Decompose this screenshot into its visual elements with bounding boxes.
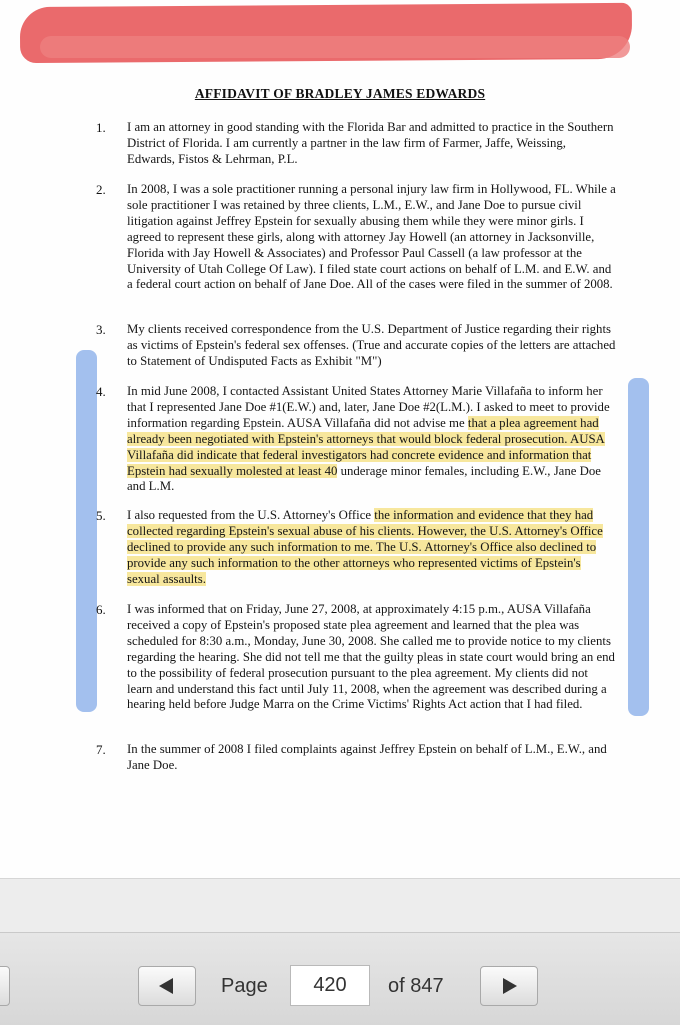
text-segment: In the summer of 2008 I filed complaints against Jeffrey Epstein on behalf of L.M., E.W., and Jane Doe. (127, 742, 607, 772)
left-triangle-icon (159, 978, 173, 994)
document-title: AFFIDAVIT OF BRADLEY JAMES EDWARDS (194, 86, 486, 101)
page-gap (0, 878, 680, 933)
blue-marker-right (628, 378, 649, 716)
page-number-input[interactable] (290, 965, 370, 1006)
paragraph-text (127, 384, 616, 495)
text-segment: In mid June 2008, I contacted Assistant United States Attorney Marie Villafaña to inform her that I represented Jane Doe #1(E.W.) and, later, Jane Doe #2(L.M.). I asked to meet to provide information regarding Epstein. AUSA Villafaña did not advise me (127, 384, 610, 430)
page-label: Page (221, 975, 268, 997)
paragraph-number: 6. (96, 602, 106, 617)
paragraph-number: 4. (96, 384, 106, 399)
previous-page-button[interactable] (138, 966, 196, 1006)
page-total-label: of 847 (388, 975, 444, 997)
paragraph-number: 3. (96, 322, 106, 337)
paragraph-text (127, 508, 616, 588)
paragraph-text (127, 322, 616, 370)
text-segment: I also requested from the U.S. Attorney's Office (127, 508, 375, 522)
paragraph-number: 7. (96, 742, 106, 757)
highlighted-text: the information and evidence that they had collected regarding Epstein's sexual abuse of his clients. However, the U.S. Attorney's Office declined to provide any such information to me. The U.S. Attorney's Office also declined to provide any such information to the other attorneys who represented victims of Epstein's sexual assaults. (127, 508, 603, 586)
right-triangle-icon (503, 978, 517, 994)
text-segment: underage minor females, including E.W., Jane Doe and L.M. (127, 463, 601, 494)
paragraph-text (127, 120, 616, 168)
blue-marker-left (76, 350, 97, 712)
next-page-button[interactable] (480, 966, 538, 1006)
text-segment: In 2008, I was a sole practitioner running a personal injury law firm in Hollywood, FL. While a sole practitioner I was retained by three clients, L.M., E.W., and Jane Doe to pursue civil litigation against Jeffrey Epstein for sexually abusing them while they were minor girls. I agreed to represent these girls, along with attorney Jay Howell (an attorney in Jacksonville, Florida with Jay Howell & Associates) and Professor Paul Cassell (a law professor at the University of Utah College Of Law). I filed state court actions on behalf of L.M. and E.W. and a federal court action on behalf of Jane Doe. All of the cases were filed in the summer of 2008. (127, 182, 616, 292)
paragraph-number: 1. (96, 120, 106, 135)
paragraph-number: 2. (96, 182, 106, 197)
paragraph-text (127, 602, 616, 713)
red-marker-redaction-stroke (40, 36, 630, 58)
text-segment: I was informed that on Friday, June 27, 2008, at approximately 4:15 p.m., AUSA Villafaña received a copy of Epstein's proposed state plea agreement and learned that the plea was scheduled for 8:30 a.m., Monday, June 30, 2008. She called me to provide notice to my clients regarding the hearing. She did not tell me that the guilty pleas in state court would bring an end to the possibility of federal prosecution pursuant to the plea agreement. My clients did not learn and understand this fact until July 11, 2008, when the agreement was described during a hearing held before Judge Marra on the Crime Victims' Rights Act action that I had filed. (127, 602, 615, 712)
text-segment: I am an attorney in good standing with the Florida Bar and admitted to practice in the Southern District of Florida. I am currently a partner in the law firm of Farmer, Jaffe, Weissing, Edwards, Fistos & Lehrman, P.L. (127, 120, 614, 166)
highlighted-text: that a plea agreement had already been negotiated with Epstein's attorneys that would block federal prosecution. AUSA Villafaña did indicate that federal investigators had concrete evidence and information that Epstein had sexually molested at least 40 (127, 415, 605, 478)
text-segment: My clients received correspondence from the U.S. Department of Justice regarding their rights as victims of Epstein's federal sex offenses. (True and accurate copies of the letters are attached to Statement of Undisputed Facts as Exhibit "M") (127, 322, 616, 368)
paragraph-number: 5. (96, 508, 106, 523)
page-navigation-toolbar (0, 932, 680, 1025)
paragraph-text (127, 182, 616, 293)
paragraph-text (127, 742, 616, 774)
sidebar-toggle-button[interactable] (0, 966, 10, 1006)
